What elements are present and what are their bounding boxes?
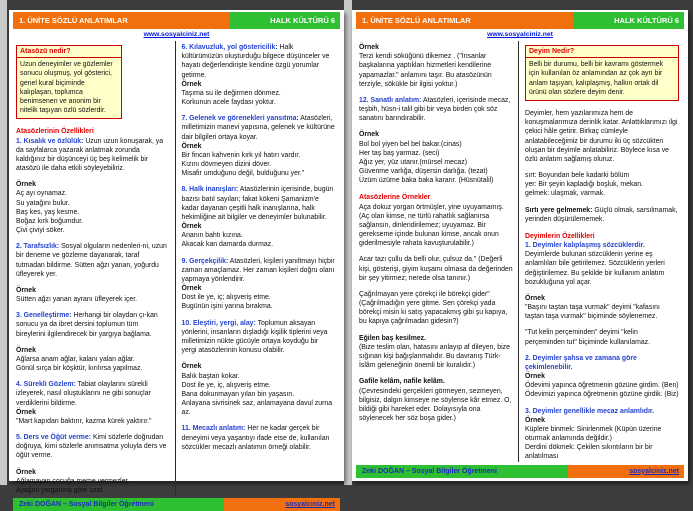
example-line: Kızını dövmeyen dizini döver. xyxy=(181,161,272,169)
example-label: Örnek xyxy=(16,468,36,476)
paragraph: 6. Kılavuzluk, yol göstericilik: Halk kültürümüzün oluşturduğu bilgece düşünceler ve hayatı değerlendirişte kendine özgü yorumlar getirme. xyxy=(181,44,330,79)
paragraph: 8. Halk inanışları: Atasözlerinin içerisinde, bugün bazısı batıl sayılan; fakat kökeni Şamanizm'e kadar dayanan çeşitli halk inanışlarına, halk hekimliğine ait bilgiler ve deneyimler bulunabilir. xyxy=(181,186,334,221)
example-line: Üzüm üzüme baka baka kararır. (Hüsnütalil) xyxy=(359,177,494,185)
example-label: Eğilen baş kesilmez. xyxy=(359,334,427,342)
course-badge: HALK KÜLTÜRÜ 6 xyxy=(230,12,340,29)
example-line: "Başını taştan taşa vurmak" deyimi "kafasını taştan taşa vurmak" biçiminde söylenemez. xyxy=(525,304,660,321)
site-link[interactable]: www.sosyalciniz.net xyxy=(487,31,553,38)
example-label: Örnek xyxy=(525,294,545,302)
paragraph: Sırtı yere gelmemek: Güçlü olmak, sarsılmamak, yerinden düşürülememek. xyxy=(525,206,678,223)
unit-title: 1. ÜNİTE SÖZLÜ ANLATIMLAR xyxy=(13,12,230,29)
section-heading: Atasözlerinin Özellikleri xyxy=(16,128,94,136)
example-line: Anlayana sivrisinek saz, anlamayana davul zurna az. xyxy=(181,400,333,417)
example-line: (Bize teslim olan, hatasını anlayıp af dileyen, bize sığınan kişi bağışlanmalıdır. Bu davranış Türk-İslâm geleneğinin önemli bir kuralıdır.) xyxy=(359,343,510,370)
page-header xyxy=(13,12,340,29)
site-link[interactable]: www.sosyalciniz.net xyxy=(143,31,210,38)
unit-title: 1. ÜNİTE SÖZLÜ ANLATIMLAR xyxy=(356,12,573,29)
example-line: Ödevimizi yapınca öğretmenin gözüne girdik. (Biz) xyxy=(525,391,679,399)
paragraph: 9. Gerçekçilik: Atasözleri, kişileri yanıltmayı hiçbir zaman amaçlamaz. Her zaman kişileri doğru olanı yapmaya yönlendirir. xyxy=(181,257,335,283)
example-label: Örnek xyxy=(359,131,379,139)
example-label: Örnek xyxy=(525,373,545,381)
callout-body: Uzun deneyimler ve gözlemler sonucu oluşmuş, yol gösterici, genel kural biçiminde kalıplaşan, toplumca benimsenen ve anonim bir nitelik taşıyan özlü sözlerdir. xyxy=(20,61,113,115)
example-line: Bir fincan kahvenin kırk yıl hatırı vardır. xyxy=(181,151,301,159)
page-footer xyxy=(356,465,684,478)
example-label: Örnek xyxy=(181,285,202,293)
example-line: Baş kes, yaş kesme. xyxy=(16,208,80,216)
example-label: Örnek xyxy=(181,223,202,231)
column-right xyxy=(518,41,684,462)
column-right xyxy=(175,41,341,495)
example-line: Çivi çiviyi söker. xyxy=(16,227,65,235)
paragraph: Deyimler, hem yazılarımıza hem de konuşmalarımıza derinlik katar. Anlattıklarımızı ilgi çekici hâle getirir. Birkaç cümleyle anlatabileceğimiz bir durumu iki üç sözcükten oluşan bir deyimle anlatabiliriz. Böylece kısa ve özlü anlatım sağlamış oluruz. xyxy=(525,109,678,163)
paragraph xyxy=(525,407,679,416)
example-line: Her taş baş yarmaz. (seci) xyxy=(359,149,440,157)
example-line: Akacak kan damarda durmaz. xyxy=(181,241,274,249)
paragraph-lead: 8. Halk inanışları: xyxy=(181,186,239,194)
example-line: gelmek: ulaşmak, varmak. xyxy=(525,190,606,198)
example-line: Ağlamayan çocuğa meme vermezler. xyxy=(16,477,130,485)
example-line: Terzi kendi söküğünü dikemez . ("İnsanlar başkalarına yaptıkları hizmetleri kendilerine yapamazlar." anlamını taşır. Bu atasözünün terziyle, sökükle bir ilgisi yoktur.) xyxy=(359,53,492,88)
example-line: Aç ayı oynamaz. xyxy=(16,190,67,198)
example-label: Örnek xyxy=(16,408,36,416)
column-left xyxy=(13,41,175,495)
example-line: Ödevimi yapınca öğretmenin gözüne girdim. (Ben) xyxy=(525,382,679,390)
columns-container xyxy=(13,41,340,495)
section-heading: Atasözlerine Örnekler xyxy=(359,194,431,202)
paragraph-lead: 12. Sanatlı anlatım: xyxy=(359,96,422,104)
example-line: Bol bol yiyen bel bel bakar.(cinas) xyxy=(359,140,462,148)
example-line: yer: Bir şeyin kapladığı boşluk, mekan. xyxy=(525,181,643,189)
callout-title: Atasözü nedir? xyxy=(17,46,121,58)
example-line: "Mart kapıdan baktırır, kazma kürek yaktırır." xyxy=(16,417,152,425)
footer-site xyxy=(568,465,684,478)
paragraph: Çağrılmayan yere çörekçi ile börekçi gider" (Çağrılmadığın yere gitme. Sen çörekçi yada börekçi misin ki satış yapacakmış gibi şu kapıya, bu kapıya çağrılmadan gidesin?) xyxy=(359,290,508,326)
example-line: Sütten ağzı yanan ayranı üfleyerek içer. xyxy=(16,296,138,304)
paragraph: 12. Sanatlı anlatım: Atasözleri, içerisinde mecaz, teşbih, hüsn-i talil gibi bir veya birden çok söz sanatını barındırabilir. xyxy=(359,96,511,123)
example-line: Boğaz kırk boğumdur. xyxy=(16,217,84,225)
callout-title: Deyim Nedir? xyxy=(526,46,678,58)
example-line: Ananın bahtı kızına. xyxy=(181,232,243,240)
example-line: Ağlarsa anam ağlar, kalanı yalan ağlar. xyxy=(16,355,135,363)
callout-box xyxy=(525,45,679,101)
footer-author: Zeki DOĞAN – Sosyal Bilgiler Öğretmeni xyxy=(356,465,568,478)
example-line: Ağız yer, yüz utanır.(mürsel mecaz) xyxy=(359,158,467,166)
paragraph-lead: Sırtı yere gelmemek: xyxy=(525,206,593,214)
paragraph-lead: 1. Kısalık ve özlülük: xyxy=(16,137,84,145)
page-right xyxy=(352,10,688,481)
example-line: Korkunun acele faydası yoktur. xyxy=(181,99,276,107)
example-line: Derdini dökmek: Çekilen sıkıntıların bir bir anlatılması xyxy=(525,444,653,461)
example-line: Balık baştan kokar. xyxy=(181,372,240,380)
page-left xyxy=(9,10,344,509)
paragraph xyxy=(525,354,679,372)
paragraph-lead: 2. Deyimler şahsa ve zamana göre çekimlenebilir. xyxy=(525,354,637,371)
example-label: Gafile kelâm, nafile kelâm. xyxy=(359,378,445,386)
example-label: Örnek xyxy=(359,44,379,51)
paragraph-lead: 10. Eleştiri, yergi, alay: xyxy=(181,319,256,327)
paragraph: Acar tazı çullu da belli olur, çulsuz da." (Değerli kişi, gösterişi, giyim kuşamı olmasa da değerinden bir şey yitirmez; nerede olsa tanınır.) xyxy=(359,256,513,282)
example-line: Dost ile ye, iç, alışveriş etme. xyxy=(181,381,271,389)
paragraph-lead: 11. Mecazlı anlatım: xyxy=(181,425,246,433)
paragraph-lead: 1. Deyimler kalıplaşmış sözcüklerdir. xyxy=(525,242,645,250)
example-label: Örnek xyxy=(181,363,202,371)
paragraph: "Tut kelin perçeminden" deyimi "kelin perçeminden tut" biçiminde kullanılamaz. xyxy=(525,329,651,346)
example-label: Örnek xyxy=(181,80,202,88)
example-line: Ayağını yorganına göre uzat. xyxy=(16,487,105,494)
example-label: Örnek xyxy=(16,181,36,189)
example-line: Misafir umduğunu değil, bulduğunu yer." xyxy=(181,170,305,178)
paragraph-lead: 5. Ders ve Öğüt verme: xyxy=(16,434,92,442)
section-heading: Deyimlerin Özellikleri xyxy=(525,232,595,240)
example-line: (Çevresindeki gerçekleri görmeyen, sezmeyen, bilgisiz, dalgın kimseye ne söylense kâr etmez. O, bildiği gibi hareket eder. Dolayısıyla ona söylenecek her söz boşa gider.) xyxy=(359,387,512,423)
paragraph: 7. Gelenek ve görenekleri yansıtma: Atasözleri, milletimizin manevi yapısına, gelenek ve kültürüne dair bilgileri ortaya koyar. xyxy=(181,115,335,141)
example-line: Bana dokunmayan yılan bin yaşasın. xyxy=(181,390,295,398)
paragraph: 5. Ders ve Öğüt verme: Kimi sözlerle doğrudan doğruya, kimi sözlerle anımsatma yoluyla ders ve öğüt verme. xyxy=(16,434,167,460)
paragraph: 1. Deyimler kalıplaşmış sözcüklerdir. Deyimlerde bulunan sözcüklerin yerine eş anlamlıları bile getirilemez. Sözcüklerin yerleri değiştirilemez. Bu şekilde bir kullanım anlatım bozukluğuna yol açar. xyxy=(525,242,665,286)
paragraph-lead: 4. Sürekli Gözlem: xyxy=(16,381,76,389)
paragraph: 4. Sürekli Gözlem: Tabiat olaylarını sürekli izleyerek, nasıl oluştuklarını ne gibi sonuçlar verdiklerini bildirme. xyxy=(16,381,151,407)
page-header xyxy=(356,12,684,29)
example-line: Küplere binmek: Sinirlenmek (Küpün üzerine oturmak anlamında değildir.) xyxy=(525,425,662,443)
paragraph-lead: 2. Tarafsızlık: xyxy=(16,243,60,251)
paragraph-lead: 7. Gelenek ve görenekleri yansıtma: xyxy=(181,115,299,123)
link-row xyxy=(356,29,684,40)
callout-box xyxy=(16,45,122,119)
paragraph-lead: 6. Kılavuzluk, yol göstericilik: xyxy=(181,44,278,51)
example-line: Gönül sırça bir köşktür, kırılırsa yapılmaz. xyxy=(16,365,143,373)
example-line: Güvenme varlığa, düşersin darlığa. (tezat) xyxy=(359,168,488,176)
example-label: Örnek xyxy=(525,416,545,424)
example-label: Örnek xyxy=(16,286,36,294)
paragraph-lead: 3. Genelleştirme: xyxy=(16,312,72,320)
paragraph: sırt: Boyundan bele kadarki bölüm xyxy=(525,172,630,180)
callout-body: Belli bir durumu, belli bir kavramı göstermek için kullanılan öz anlamından az çok ayrı bir anlam taşıyan, kalıplaşmış, halkın ortak dil ürünü olan sözlere deyim denir. xyxy=(529,61,664,96)
example-line: Su yatağını bulur. xyxy=(16,199,70,207)
footer-author: Zeki DOĞAN – Sosyal Bilgiler Öğretmeni xyxy=(13,498,224,511)
columns-container xyxy=(356,41,684,462)
footer-site xyxy=(224,498,340,511)
paragraph: Aça dokuz yorgan örtmüşler, yine uyuyamamış. (Aç olan kimse, ne türlü rahatlık sağlanırsa sağlansın, dinlendirilemez; uyuyamaz. Bir gerekseme içinde bulunan kimse, ancak onun giderilmesiyle rahata kavuşturulabilir.) xyxy=(359,203,504,248)
link-row xyxy=(13,29,340,40)
paragraph: 1. Kısalık ve özlülük: Uzun uzun konuşarak, ya da sayfalarca yazarak anlatmak zorunda kaldığınız bir düşünceyi üç beş kelimelik bir atasözü ile daha etkili söyleyebiliriz. xyxy=(16,137,164,173)
example-line: Taşıma su ile değirmen dönmez. xyxy=(181,89,281,97)
column-left xyxy=(356,41,518,462)
page-footer xyxy=(13,498,340,511)
page-gap-strip xyxy=(344,0,352,485)
example-line: Bugünün işini yarına bırakma. xyxy=(181,303,273,311)
paragraph: 11. Mecazlı anlatım: Her ne kadar gerçek bir deneyimi veya yaşantıyı ifade etse de, kullanılan sözcükler mecazlı anlatımın örneği olabilir. xyxy=(181,425,330,451)
paragraph-lead: 9. Gerçekçilik: xyxy=(181,257,229,265)
paragraph: 10. Eleştiri, yergi, alay: Toplumun aksayan yönlerini, insanların dışladığı kişilik tiplerini veya milletimizin nükte gücüyle ortaya koyduğu bir yergi atasözlerinin konusu olabilir. xyxy=(181,319,328,355)
footer-site-link[interactable]: sosyalciniz.net xyxy=(629,467,679,475)
example-line: Dost ile ye, iç; alışveriş etme. xyxy=(181,294,271,302)
viewer-left-edge-strip xyxy=(0,0,7,485)
course-badge: HALK KÜLTÜRÜ 6 xyxy=(573,12,684,29)
footer-site-link[interactable]: sosyalciniz.net xyxy=(285,501,335,509)
paragraph-lead: 3. Deyimler genellikle mecaz anlamlıdır. xyxy=(525,407,655,415)
example-label: Örnek xyxy=(181,142,202,150)
paragraph: 3. Genelleştirme: Herhangi bir olaydan çı-kan sonucu ya da ibret dersini toplumun tüm bireylerini ilgilendirecek bir yargıya bağlama. xyxy=(16,312,158,338)
example-label: Örnek xyxy=(16,346,36,354)
paragraph: 2. Tarafsızlık: Sosyal olguların nedenleri-ni, uzun bir deneme ve gözleme dayanarak, taraf tutmadan bildirme. Sütten ağzı yanan, yoğurdu üfleyerek yer. xyxy=(16,243,167,278)
